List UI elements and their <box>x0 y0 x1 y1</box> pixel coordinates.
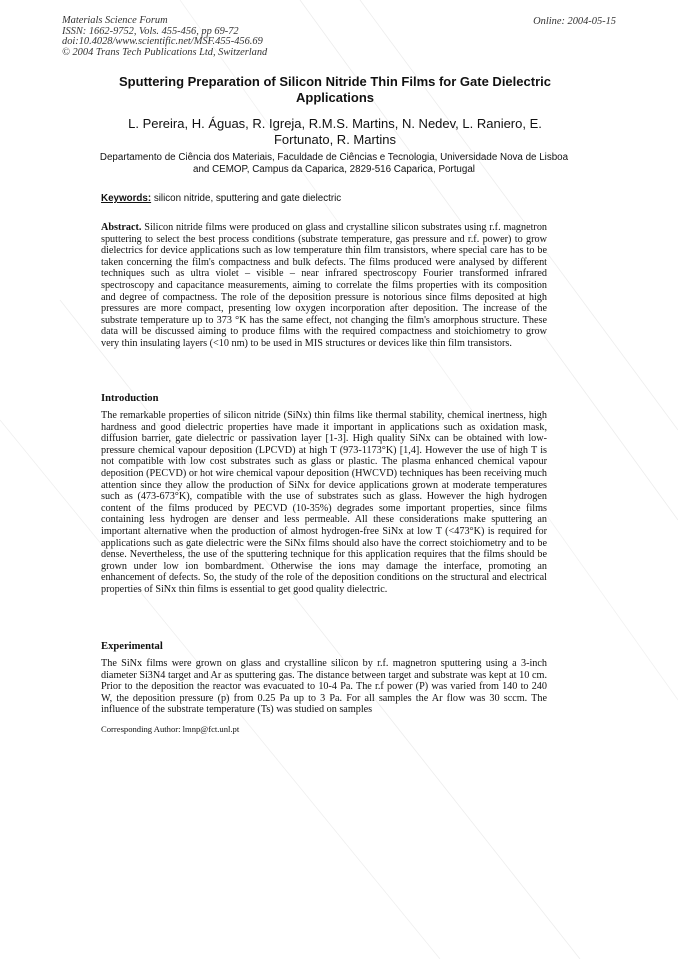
abstract-text: Silicon nitride films were produced on glass and crystalline silicon substrates using r.f. magnetron sputtering to select the best process conditions (substrate temperature, gas pressure and r.f. power) to grow dielectrics for device applications such as low temperature thin film transistors, where special care has to be taken concerning the film's compactness and bulk defects. The films produced were analysed by different techniques such as ultra violet – visible – near infrared spectroscopy Fourier transformed infrared spectroscopy and capacitance measurements, aiming to correlate the films properties with its composition and degree of compactness. The role of the deposition pressure is notorious since films deposited at high pressures are more compact, presenting low oxygen incorporation after deposition. The increase of the substrate temperature up to 373 °K has the same effect, not changing the film's amorphous structure. These data will be discussed aiming to produce films with the required compactness and stoichiometry to grow very thin insulating layers (<10 nm) to be used in MIS structures or devices like thin film transistors. <box>101 222 548 349</box>
journal-name: Materials Science Forum <box>62 15 168 26</box>
experimental-text: The SiNx films were grown on glass and crystalline silicon by r.f. magnetron sputtering using a 3-inch diameter Si3N4 target and Ar as sputtering gas. The distance between target and substrate was kept at 10 cm. Prior to the deposition the reactor was evacuated to 10-4 Pa. The r.f power (P) was varied from 140 to 240 W, the deposition pressure (p) from 0.25 Pa up to 3 Pa. For all samples the Ar flow was 30 sccm. The influence of the substrate temperature (Ts) was studied on samples <box>101 658 547 716</box>
introduction-heading: Introduction <box>101 393 159 404</box>
doi-line: doi:10.4028/www.scientific.net/MSF.455-456.69 <box>62 36 263 48</box>
author-list: L. Pereira, H. Águas, R. Igreja, R.M.S. Martins, N. Nedev, L. Raniero, E. Fortunato, R. Martins <box>128 116 542 147</box>
journal-header <box>62 16 267 58</box>
keywords-text: silicon nitride, sputtering and gate dielectric <box>153 193 342 204</box>
abstract-label: Abstract. <box>101 222 142 233</box>
issn-line: ISSN: 1662-9752, Vols. 455-456, pp 69-72 <box>62 25 239 37</box>
keywords-line <box>101 193 341 204</box>
online-date: Online: 2004-05-15 <box>533 16 616 27</box>
copyright-line: © 2004 Trans Tech Publications Ltd, Switzerland <box>62 46 268 58</box>
introduction-text: The remarkable properties of silicon nitride (SiNx) thin films like thermal stability, chemical inertness, high hardness and good dielectric properties have made it important in applications such as oxidation mask, diffusion barrier, gate dielectric or passivation layer [1-3]. High quality SiNx can be obtained with low-pressure chemical vapour deposition (LPCVD) at high T (973-1173°K) [1,4]. However the use of high T is not compatible with low cost substrates such as glass or plastic. The plasma enhanced chemical vapour deposition (PECVD) or hot wire chemical vapour deposition (HWCVD) techniques has been receiving much attention since they allow the production of SiNx for device applications grown at moderate temperatures such as (473-673°K), compatible with the use of substrates such as glass. However the high hydrogen content of the films produced by PECVD (10-35%) degrades some important properties, since films containing less hydrogen are denser and less permeable. All these considerations make sputtering an important alternative when the production of almost hydrogen-free SiNx at low T (<473°K) is required for applications such as gate dielectric were the SiNx films should also have the correct stoichiometry and to be dense. Nevertheless, the use of the sputtering technique for this application requires that the films should be grown under low ion bombardment. Otherwise the ions may damage the interface, promoting an enhancement of defects. So, the study of the role of the deposition conditions on the structural and electrical properties of SiNx thin films is essential to get good quality dielectric. <box>101 410 547 595</box>
affiliation: Departamento de Ciência dos Materiais, Faculdade de Ciências e Tecnologia, Universidade Nova de Lisboa and CEMOP, Campus da Caparica, 2829-516 Caparica, Portugal <box>99 152 569 175</box>
keywords-label: Keywords: <box>101 193 152 204</box>
corresponding-author: Corresponding Author: lmnp@fct.unl.pt <box>101 724 240 734</box>
experimental-heading: Experimental <box>101 641 163 652</box>
paper-title: Sputtering Preparation of Silicon Nitride Thin Films for Gate Dielectric Applications <box>119 74 551 105</box>
abstract-paragraph <box>101 222 547 350</box>
